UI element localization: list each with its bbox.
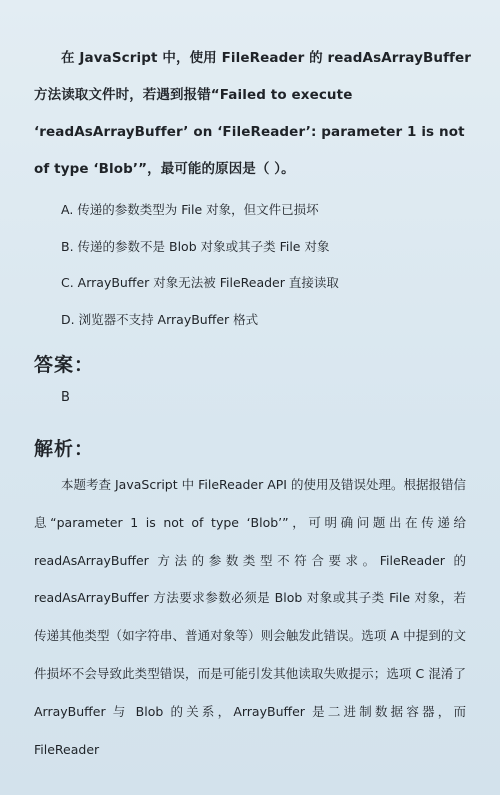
question-text: 在 JavaScript 中，使用 FileReader 的 readAsArrayBuffer 方法读取文件时，若遇到报错“Failed to execute ‘readAsArrayBuffer’ on ‘FileReader’: parameter 1 is not of type ‘Blob’”，最可能的原因是（ ）。 xyxy=(34,50,472,177)
analysis-text: 本题考查 JavaScript 中 FileReader API 的使用及错误处理。根据报错信息“parameter 1 is not of type ‘Blob’”，可明确问题出在传递给 readAsArrayBuffer 方法的参数类型不符合要求。FileReader 的 readAsArrayBuffer 方法要求参数必须是 Blob 对象或其子类 File 对象，若传递其他类型（如字符串、普通对象等）则会触发此错误。选项 A 中提到的文件损坏不会导致此类型错误，而是可能引发其他读取失败提示；选项 C 混淆了 ArrayBuffer 与 Blob 的关系，ArrayBuffer 是二进制数据容器，而 FileReader xyxy=(34,477,466,757)
option-b: B. 传递的参数不是 Blob 对象或其子类 File 对象 xyxy=(61,238,330,254)
option-d: D. 浏览器不支持 ArrayBuffer 格式 xyxy=(61,311,259,327)
analysis-heading: 解析： xyxy=(34,438,95,460)
option-a: A. 传递的参数类型为 File 对象，但文件已损坏 xyxy=(61,202,319,217)
options-list xyxy=(61,192,481,338)
option-c: C. ArrayBuffer 对象无法被 FileReader 直接读取 xyxy=(61,275,339,290)
answer-value: B xyxy=(61,390,70,405)
answer-heading: 答案： xyxy=(34,354,95,376)
